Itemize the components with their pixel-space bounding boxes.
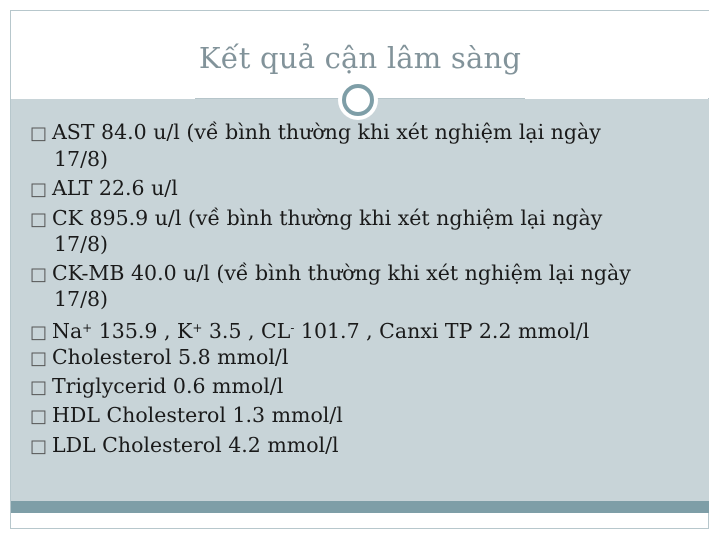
- cl-value: 101.7 , Canxi TP 2.2 mmol/l: [294, 319, 590, 343]
- list-item-alt: [30, 177, 178, 201]
- list-item-hdl: [30, 404, 343, 428]
- bullet-icon: □: [30, 377, 48, 398]
- list-item-text: Triglycerid 0.6 mmol/l: [52, 374, 284, 398]
- na-charge: +: [82, 321, 93, 335]
- list-item-ck: [30, 207, 602, 231]
- bullet-icon: □: [30, 436, 48, 457]
- list-item-cholesterol: [30, 346, 288, 370]
- list-item-ldl: [30, 434, 339, 458]
- list-item-text: Cholesterol 5.8 mmol/l: [52, 345, 289, 369]
- list-item-continuation: 17/8): [54, 287, 109, 311]
- list-item-text: HDL Cholesterol 1.3 mmol/l: [52, 403, 343, 427]
- list-item-continuation: 17/8): [54, 232, 109, 256]
- list-item-continuation: 17/8): [54, 147, 109, 171]
- cl-charge: -: [290, 321, 295, 335]
- list-item-text: LDL Cholesterol 4.2 mmol/l: [52, 433, 339, 457]
- list-item-electrolytes: [30, 317, 589, 344]
- bullet-icon: □: [30, 264, 48, 285]
- list-item-text: ALT 22.6 u/l: [52, 176, 178, 200]
- bullet-icon: □: [30, 179, 48, 200]
- k-charge: +: [192, 321, 203, 335]
- bullet-icon: □: [30, 322, 48, 343]
- bullet-icon: □: [30, 123, 48, 144]
- list-item-triglycerid: [30, 375, 283, 399]
- bullet-icon: □: [30, 406, 48, 427]
- bullet-icon: □: [30, 348, 48, 369]
- slide-title: Kết quả cận lâm sàng: [198, 41, 522, 75]
- list-item-text: CK-MB 40.0 u/l (về bình thường khi xét nghiệm lại ngày: [52, 261, 631, 285]
- circle-ring-icon: [342, 84, 374, 116]
- list-item-ck-mb: [30, 262, 631, 286]
- list-item-text: AST 84.0 u/l (về bình thường khi xét nghiệm lại ngày: [52, 120, 601, 144]
- list-item-text: CK 895.9 u/l (về bình thường khi xét nghiệm lại ngày: [52, 206, 603, 230]
- bottom-accent-bar: [11, 501, 709, 513]
- list-item-ast: [30, 121, 601, 145]
- k-value: 3.5 , CL: [202, 319, 291, 343]
- na-label: Na: [52, 319, 83, 343]
- na-value: 135.9 , K: [92, 319, 193, 343]
- bullet-icon: □: [30, 209, 48, 230]
